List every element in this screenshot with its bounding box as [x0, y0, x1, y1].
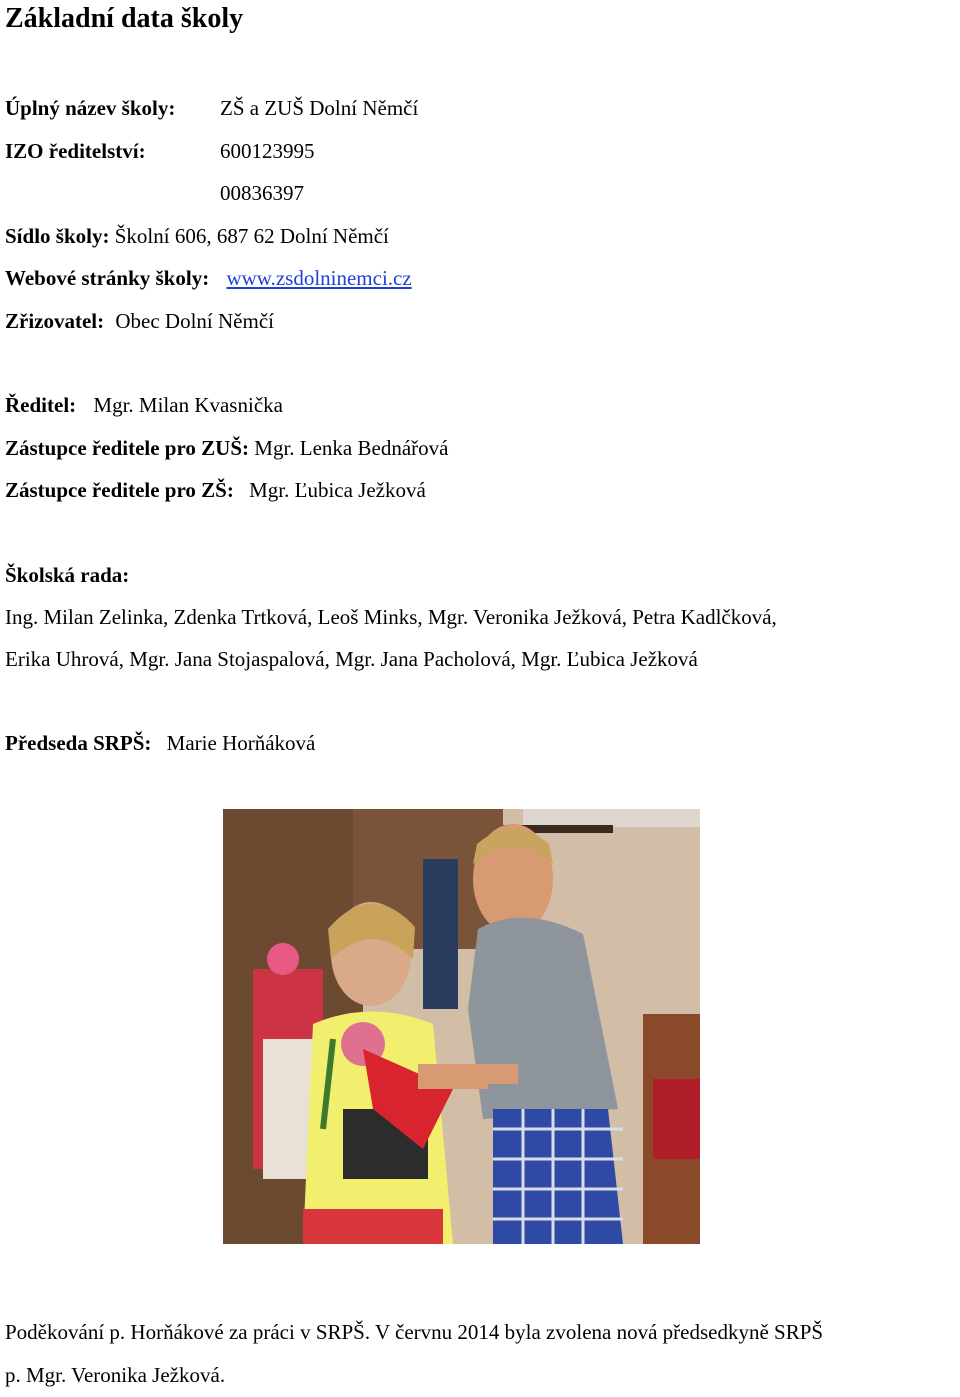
photo-thanks [223, 809, 700, 1244]
footer-text-line-2: p. Mgr. Veronika Ježková. [5, 1363, 226, 1387]
school-name-row [5, 95, 419, 121]
council-heading: Školská rada: [5, 563, 130, 587]
founder-label: Zřizovatel: [5, 309, 105, 333]
deputy-zus-row [5, 435, 448, 461]
founder-row [5, 308, 274, 334]
council-members-line-2: Erika Uhrová, Mgr. Jana Stojaspalová, Mgr. Jana Pacholová, Mgr. Ľubica Ježková [5, 647, 698, 671]
deputy-zs-row [5, 477, 426, 503]
footer-text-line-1: Poděkování p. Horňákové za práci v SRPŠ. V červnu 2014 byla zvolena nová předsedkyně SRPŠ [5, 1320, 824, 1344]
council-members-line-1: Ing. Milan Zelinka, Zdenka Trtková, Leoš Minks, Mgr. Veronika Ježková, Petra Kadlčková, [5, 605, 777, 629]
izo-value: 600123995 [220, 139, 315, 163]
school-name-label: Úplný název školy: [5, 96, 176, 120]
seat-row [5, 223, 389, 249]
izo-label: IZO ředitelství: [5, 139, 146, 163]
school-name-value: ZŠ a ZUŠ Dolní Němčí [220, 96, 419, 120]
founder-value: Obec Dolní Němčí [115, 309, 274, 333]
deputy-zs-label: Zástupce ředitele pro ZŠ: [5, 478, 234, 502]
srps-label: Předseda SRPŠ: [5, 731, 152, 755]
srps-row [5, 730, 315, 756]
page-title: Základní data školy [5, 3, 244, 34]
web-row [5, 265, 412, 291]
photo-illustration [223, 809, 700, 1244]
director-row [5, 392, 283, 418]
seat-value: Školní 606, 687 62 Dolní Němčí [114, 224, 389, 248]
izo-row [5, 138, 315, 164]
izo-value-2: 00836397 [220, 181, 304, 205]
director-value: Mgr. Milan Kvasnička [93, 393, 283, 417]
deputy-zus-label: Zástupce ředitele pro ZUŠ: [5, 436, 250, 460]
web-link[interactable]: www.zsdolninemci.cz [226, 266, 412, 290]
director-label: Ředitel: [5, 393, 77, 417]
srps-value: Marie Horňáková [166, 731, 316, 755]
web-label: Webové stránky školy: [5, 266, 210, 290]
deputy-zus-value: Mgr. Lenka Bednářová [254, 436, 449, 460]
deputy-zs-value: Mgr. Ľubica Ježková [249, 478, 426, 502]
seat-label: Sídlo školy: [5, 224, 110, 248]
